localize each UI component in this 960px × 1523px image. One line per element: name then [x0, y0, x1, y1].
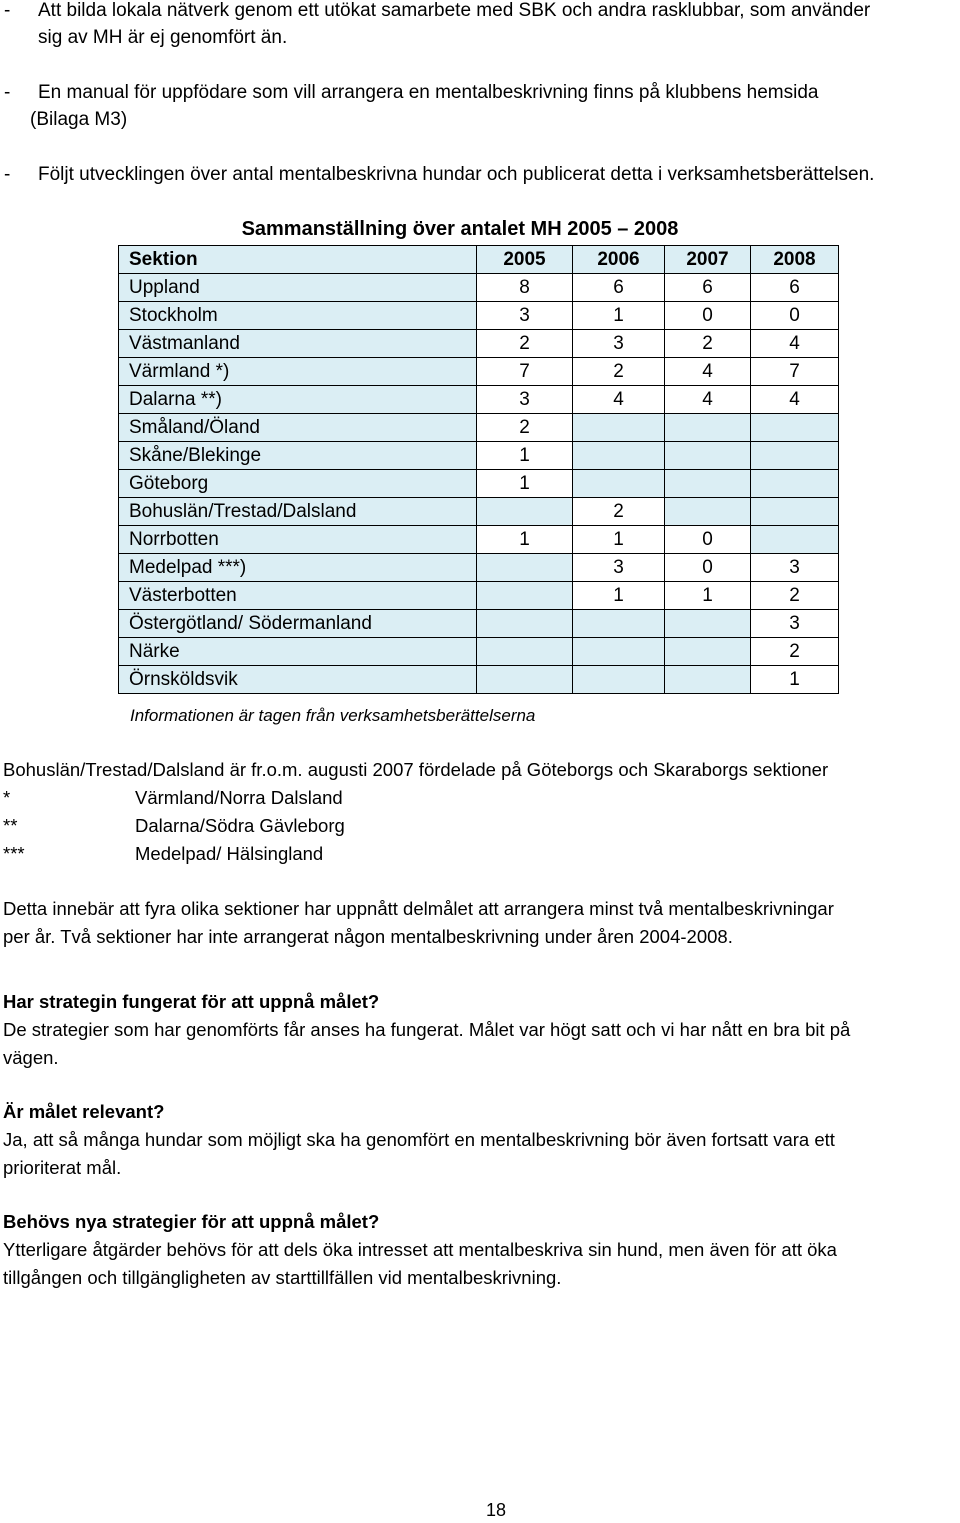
section-heading: Har strategin fungerat för att uppnå målet? [3, 991, 380, 1012]
count-cell [751, 498, 839, 526]
count-cell [665, 638, 751, 666]
count-cell: 3 [477, 302, 573, 330]
count-cell: 1 [477, 526, 573, 554]
section-name-cell: Stockholm [119, 302, 477, 330]
footnote-text: Medelpad/ Hälsingland [135, 843, 324, 864]
count-cell: 6 [573, 274, 665, 302]
count-cell: 6 [751, 274, 839, 302]
header-cell: 2008 [751, 246, 839, 274]
count-cell: 4 [665, 358, 751, 386]
table-row [119, 302, 839, 330]
section-name-cell: Skåne/Blekinge [119, 442, 477, 470]
table-row [119, 526, 839, 554]
section-goal-relevant: Är målet relevant? Ja, att så många hundar som möjligt ska ha genomfört en mentalbeskrivning bör även fortsatt vara ett prioriterat mål. [3, 1098, 835, 1182]
footnote-mark: ** [3, 815, 18, 836]
section-name-cell: Uppland [119, 274, 477, 302]
count-cell: 8 [477, 274, 573, 302]
table-row [119, 582, 839, 610]
count-cell: 4 [665, 386, 751, 414]
count-cell: 0 [665, 302, 751, 330]
section-name-cell: Värmland *) [119, 358, 477, 386]
bullet-text: En manual för uppfödare som vill arrangera en mentalbeskrivning finns på klubbens hemsida (Bilaga M3) [30, 82, 819, 130]
count-cell [573, 470, 665, 498]
table-row [119, 358, 839, 386]
count-cell [573, 414, 665, 442]
bullet-text: Följt utvecklingen över antal mentalbeskrivna hundar och publicerat detta i verksamhetsberättelsen. [38, 164, 875, 185]
header-cell: Sektion [119, 246, 477, 274]
count-cell [751, 414, 839, 442]
count-cell [573, 442, 665, 470]
count-cell [477, 638, 573, 666]
count-cell: 7 [477, 358, 573, 386]
section-heading: Är målet relevant? [3, 1101, 165, 1122]
count-cell: 1 [573, 582, 665, 610]
count-cell [477, 582, 573, 610]
count-cell: 6 [665, 274, 751, 302]
section-name-cell: Östergötland/ Södermanland [119, 610, 477, 638]
section-new-strategies: Behövs nya strategier för att uppnå målet? Ytterligare åtgärder behövs för att dels öka intresset att mentalbeskriva sin hund, men även för att öka tillgången och tillgängligheten av starttillfällen vid mentalbeskrivning. [3, 1208, 837, 1292]
page-number: 18 [485, 1500, 507, 1520]
mh-summary-table [118, 245, 839, 694]
table-row [119, 610, 839, 638]
count-cell: 4 [751, 386, 839, 414]
count-cell: 2 [665, 330, 751, 358]
count-cell: 3 [477, 386, 573, 414]
header-cell: 2007 [665, 246, 751, 274]
section-name-cell: Småland/Öland [119, 414, 477, 442]
count-cell [665, 666, 751, 694]
section-heading: Behövs nya strategier för att uppnå målet? [3, 1211, 380, 1232]
table-note: Informationen är tagen från verksamhetsberättelserna [130, 706, 536, 725]
footnote-text: Dalarna/Södra Gävleborg [135, 815, 345, 836]
section-name-cell: Göteborg [119, 470, 477, 498]
count-cell [477, 498, 573, 526]
header-cell: 2005 [477, 246, 573, 274]
count-cell [573, 610, 665, 638]
table-title: Sammanställning över antalet MH 2005 – 2008 [241, 218, 679, 240]
table-row [119, 554, 839, 582]
section-name-cell: Medelpad ***) [119, 554, 477, 582]
count-cell [477, 554, 573, 582]
count-cell: 0 [665, 526, 751, 554]
table-header-row [119, 246, 839, 274]
count-cell [665, 470, 751, 498]
footnote-list [3, 784, 603, 874]
footnote-intro: Bohuslän/Trestad/Dalsland är fr.o.m. augusti 2007 fördelade på Göteborgs och Skaraborgs sektioner [3, 759, 829, 780]
count-cell: 2 [477, 330, 573, 358]
section-name-cell: Närke [119, 638, 477, 666]
table-row [119, 666, 839, 694]
count-cell: 4 [751, 330, 839, 358]
count-cell: 1 [477, 442, 573, 470]
section-name-cell: Norrbotten [119, 526, 477, 554]
count-cell [751, 526, 839, 554]
table-row [119, 442, 839, 470]
count-cell [751, 442, 839, 470]
count-cell: 1 [751, 666, 839, 694]
section-name-cell: Västmanland [119, 330, 477, 358]
table-row [119, 638, 839, 666]
count-cell [665, 498, 751, 526]
table-row [119, 330, 839, 358]
footnote-text: Värmland/Norra Dalsland [135, 787, 343, 808]
count-cell: 1 [477, 470, 573, 498]
table-row [119, 414, 839, 442]
count-cell: 1 [573, 302, 665, 330]
count-cell [665, 610, 751, 638]
count-cell: 0 [751, 302, 839, 330]
count-cell [751, 470, 839, 498]
count-cell: 2 [751, 582, 839, 610]
table-row [119, 470, 839, 498]
footnote-mark: * [3, 787, 11, 808]
section-name-cell: Västerbotten [119, 582, 477, 610]
header-cell: 2006 [573, 246, 665, 274]
count-cell: 2 [477, 414, 573, 442]
count-cell: 2 [573, 358, 665, 386]
count-cell: 3 [751, 554, 839, 582]
count-cell: 1 [573, 526, 665, 554]
footnote-mark: *** [3, 843, 25, 864]
table-row [119, 386, 839, 414]
count-cell: 2 [751, 638, 839, 666]
count-cell [573, 666, 665, 694]
count-cell [477, 610, 573, 638]
section-name-cell: Dalarna **) [119, 386, 477, 414]
summary-paragraph: Detta innebär att fyra olika sektioner har uppnått delmålet att arrangera minst två mentalbeskrivningar per år. Två sektioner har inte arrangerat någon mentalbeskrivning under åren 2004-2008. [3, 898, 834, 947]
count-cell: 3 [573, 554, 665, 582]
count-cell: 7 [751, 358, 839, 386]
count-cell: 2 [573, 498, 665, 526]
count-cell [665, 442, 751, 470]
table-row [119, 274, 839, 302]
section-name-cell: Örnsköldsvik [119, 666, 477, 694]
count-cell [665, 414, 751, 442]
count-cell: 3 [751, 610, 839, 638]
count-cell: 0 [665, 554, 751, 582]
bullet-text: Att bilda lokala nätverk genom ett utökat samarbete med SBK och andra rasklubbar, som använder sig av MH är ej genomfört än. [38, 0, 871, 48]
count-cell [573, 638, 665, 666]
count-cell: 1 [665, 582, 751, 610]
count-cell: 3 [573, 330, 665, 358]
section-name-cell: Bohuslän/Trestad/Dalsland [119, 498, 477, 526]
count-cell [477, 666, 573, 694]
count-cell: 4 [573, 386, 665, 414]
section-strategy-worked: Har strategin fungerat för att uppnå målet? De strategier som har genomförts får anses ha fungerat. Målet var högt satt och vi har nått en bra bit på vägen. [3, 988, 850, 1072]
table-row [119, 498, 839, 526]
